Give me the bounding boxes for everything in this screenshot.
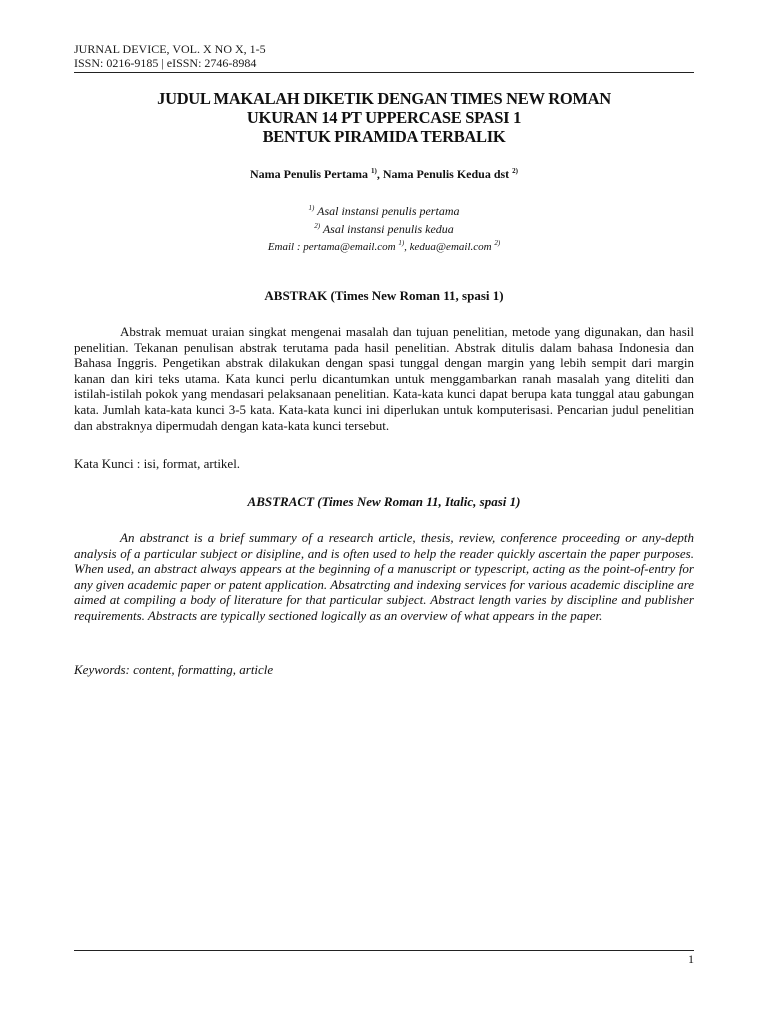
email-line <box>74 238 694 256</box>
issn-line: ISSN: 0216-9185 | eISSN: 2746-8984 <box>74 56 257 70</box>
keywords-line: Keywords: content, formatting, article <box>74 662 274 677</box>
journal-volume-line: JURNAL DEVICE, VOL. X NO X, 1-5 <box>74 42 266 56</box>
second-author-name: Nama Penulis Kedua dst <box>382 167 513 181</box>
kata-kunci-line: Kata Kunci : isi, format, artikel. <box>74 456 241 471</box>
title-line-3: BENTUK PIRAMIDA TERBALIK <box>262 127 506 146</box>
affiliations <box>74 202 694 256</box>
affiliation-first-mark: 1) <box>308 204 315 212</box>
author-separator: , <box>376 167 383 181</box>
first-author-mark: 1) <box>370 167 377 175</box>
first-author-name: Nama Penulis Pertama <box>249 167 371 181</box>
footer-divider <box>74 950 694 951</box>
email-middle: , kedua@email.com <box>404 241 495 253</box>
abstract-heading: ABSTRACT (Times New Roman 11, Italic, spasi 1) <box>247 494 521 509</box>
second-author-mark: 2) <box>512 167 519 175</box>
author-line <box>74 166 694 182</box>
affiliation-second-text: Asal instansi penulis kedua <box>320 222 454 236</box>
running-header <box>74 42 694 70</box>
abstrak-body: Abstrak memuat uraian singkat mengenai masalah dan tujuan penelitian, metode yang digunakan, dan hasil penelitian. Tekanan penulisan abstrak terutama pada hasil penelitian. Abstrak ditulis dalam bahasa Indonesia dan Bahasa Inggris. Pengetikan abstrak dilakukan dengan spasi tunggal dengan margin yang lebih sempit dari margin kanan dan kiri teks utama. Kata kunci perlu dicantumkan untuk menggambarkan ranah masalah yang diteliti dan istilah-istilah pokok yang mendasari pelaksanaan penelitian. Kata-kata kunci dapat berupa kata tunggal atau gabungan kata. Jumlah kata-kata kunci 3-5 kata. Kata-kata kunci ini diperlukan untuk komputerisasi. Pencarian judul penelitian dan abstraknya dipermudah dengan kata-kata kunci tersebut. <box>74 324 694 433</box>
title-line-2: UKURAN 14 PT UPPERCASE SPASI 1 <box>246 108 522 127</box>
paper-title <box>74 89 694 146</box>
abstract-body: An abstranct is a brief summary of a research article, thesis, review, conference proceeding or any-depth analysis of a particular subject or disipline, and is often used to help the reader quickly ascertain the paper purposes. When used, an abstract always appears at the beginning of a manuscript or typescript, acting as the point-of-entry for any given academic paper or patent application. Absatrcting and indexing services for various academic discipline are aimed at compiling a body of literature for that particular subject. Abstract length varies by discipline and publisher requirements. Abstracts are typically sectioned logically as an overview of what appears in the paper. <box>74 530 694 623</box>
header-divider <box>74 72 694 73</box>
title-line-1: JUDUL MAKALAH DIKETIK DENGAN TIMES NEW ROMAN <box>157 89 611 108</box>
email-first-mark: 1) <box>398 239 405 247</box>
affiliation-second <box>74 220 694 238</box>
abstrak-heading: ABSTRAK (Times New Roman 11, spasi 1) <box>264 288 504 303</box>
page-number: 1 <box>688 952 694 966</box>
affiliation-first-text: Asal instansi penulis pertama <box>314 204 460 218</box>
email-prefix: Email : pertama@email.com <box>267 241 399 253</box>
email-second-mark: 2) <box>494 239 501 247</box>
affiliation-first <box>74 202 694 220</box>
affiliation-second-mark: 2) <box>314 222 321 230</box>
